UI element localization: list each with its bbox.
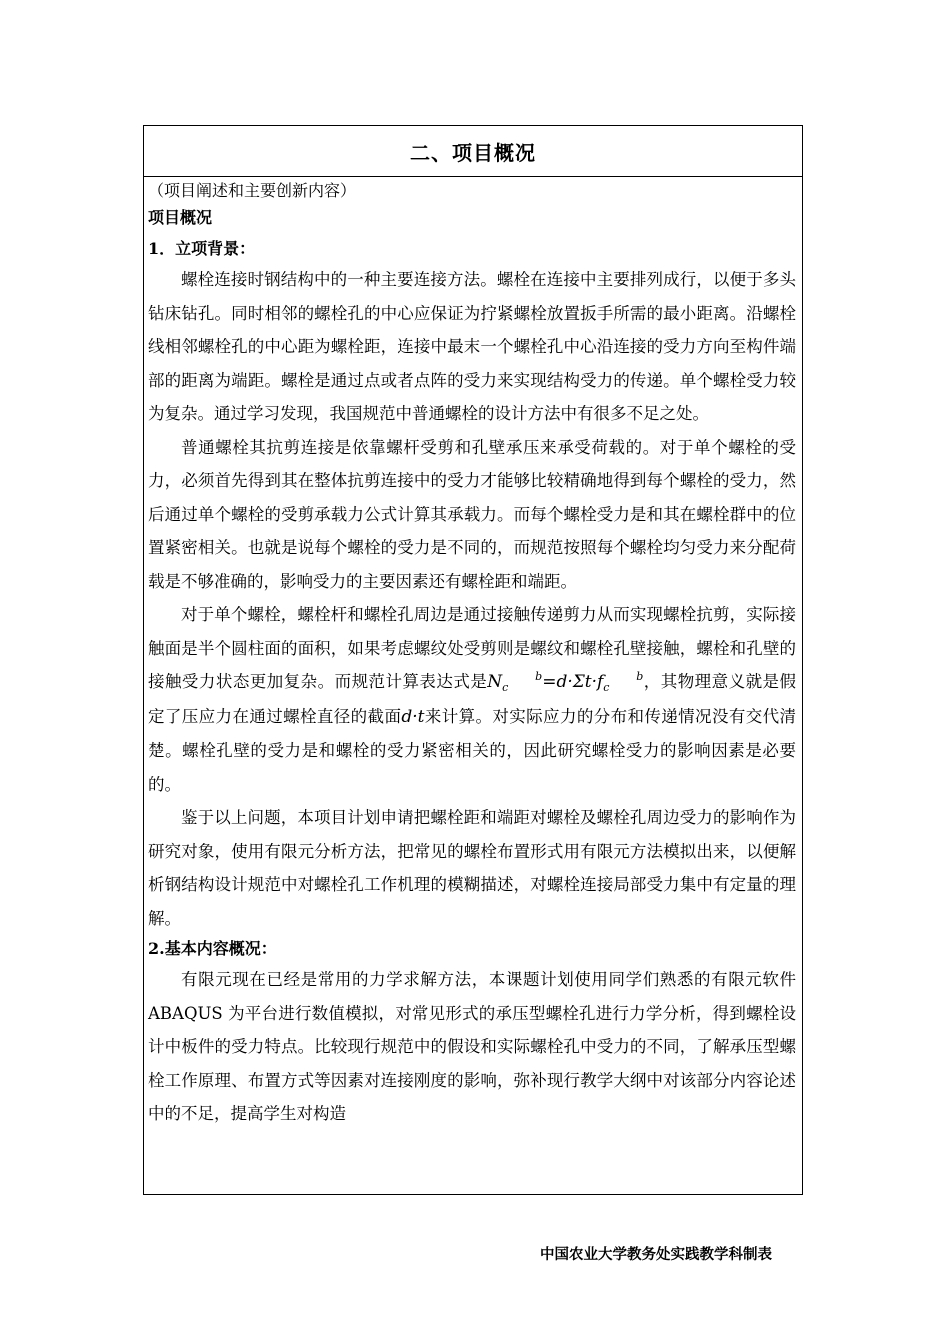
formula-n-sub: c (502, 681, 509, 694)
paragraph-3-text-c: 来计算。对实际应力的分布和传递情况没有交代清楚。螺栓孔壁的受力是和螺栓的受力紧密相关的，因此研究螺栓受力的影响因素是必要的。 (148, 706, 797, 794)
formula-f-sub: c (603, 681, 610, 694)
paragraph-2: 普通螺栓其抗剪连接是依靠螺杆受剪和孔壁承压来承受荷载的。对于单个螺栓的受力，必须首先得到其在整体抗剪连接中的受力才能够比较精确地得到每个螺栓的受力，然后通过单个螺栓的受剪承载力公式计算其承载力。而每个螺栓受力是和其在螺栓群中的位置紧密相关。也就是说每个螺栓的受力是不同的，而规范按照每个螺栓均匀受力来分配荷载是不够准确的，影响受力的主要因素还有螺栓距和端距。 (148, 437, 796, 591)
heading-main: 项目概况 (148, 208, 213, 227)
heading-background: 1．立项背景： (148, 239, 256, 258)
formula-f-sup: b (636, 670, 644, 683)
paragraph-4: 鉴于以上问题，本项目计划申请把螺栓距和端距对螺栓及螺栓孔周边受力的影响作为研究对象，使用有限元分析方法，把常见的螺栓布置形式用有限元方法模拟出来，以便解析钢结构设计规范中对螺栓孔工作机理的模糊描述，对螺栓连接局部受力集中有定量的理解。 (148, 808, 796, 928)
overview-table (143, 125, 803, 1195)
formula-rhs: =d·Σt·f (542, 672, 604, 692)
paragraph-1: 螺栓连接时钢结构中的一种主要连接方法。螺栓在连接中主要排列成行，以便于多头钻床钻孔。同时相邻的螺栓孔的中心应保证为拧紧螺栓放置扳手所需的最小距离。沿螺栓线相邻螺栓孔的中心距为螺栓距，连接中最末一个螺栓孔中心沿连接的受力方向至构件端部的距离为端距。螺栓是通过点或者点阵的受力来实现结构受力的传递。单个螺栓受力较为复杂。通过学习发现，我国规范中普通螺栓的设计方法中有很多不足之处。 (148, 270, 796, 423)
section-title: 二、项目概况 (144, 126, 802, 177)
paragraph-3-text-b: ，其物理意义就是假定了压应力在通过螺栓直径的截面 (148, 672, 797, 726)
formula-n-index (502, 671, 542, 693)
formula-n: N (487, 672, 503, 692)
subtitle: （项目阐述和主要创新内容） (148, 181, 357, 200)
formula-f-index (603, 671, 643, 693)
paragraph-5: 有限元现在已经是常用的力学求解方法，本课题计划使用同学们熟悉的有限元软件 ABAQUS 为平台进行数值模拟，对常见形式的承压型螺栓孔进行力学分析，得到螺栓设计中板件的受力特点。比较现行规范中的假设和实际螺栓孔中受力的不同，了解承压型螺栓工作原理、布置方式等因素对连接刚度的影响，弥补现行教学大纲中对该部分内容论述中的不足，提高学生对构造 (148, 970, 796, 1123)
formula-area: d·t (401, 706, 425, 727)
formula (487, 672, 643, 692)
paragraph-3-text-a: 对于单个螺栓，螺栓杆和螺栓孔周边是通过接触传递剪力从而实现螺栓抗剪，实际接触面是半个圆柱面的面积，如果考虑螺纹处受剪则是螺纹和螺栓孔壁接触，螺栓和孔壁的接触受力状态更加复杂。而规范计算表达式是 (148, 605, 796, 691)
heading-basic-content: 2.基本内容概况： (148, 939, 277, 958)
footer-note: 中国农业大学教务处实践教学科制表 (540, 1246, 772, 1263)
formula-n-sup: b (535, 670, 543, 683)
table-content (144, 178, 802, 1131)
paragraph-3 (148, 598, 796, 801)
